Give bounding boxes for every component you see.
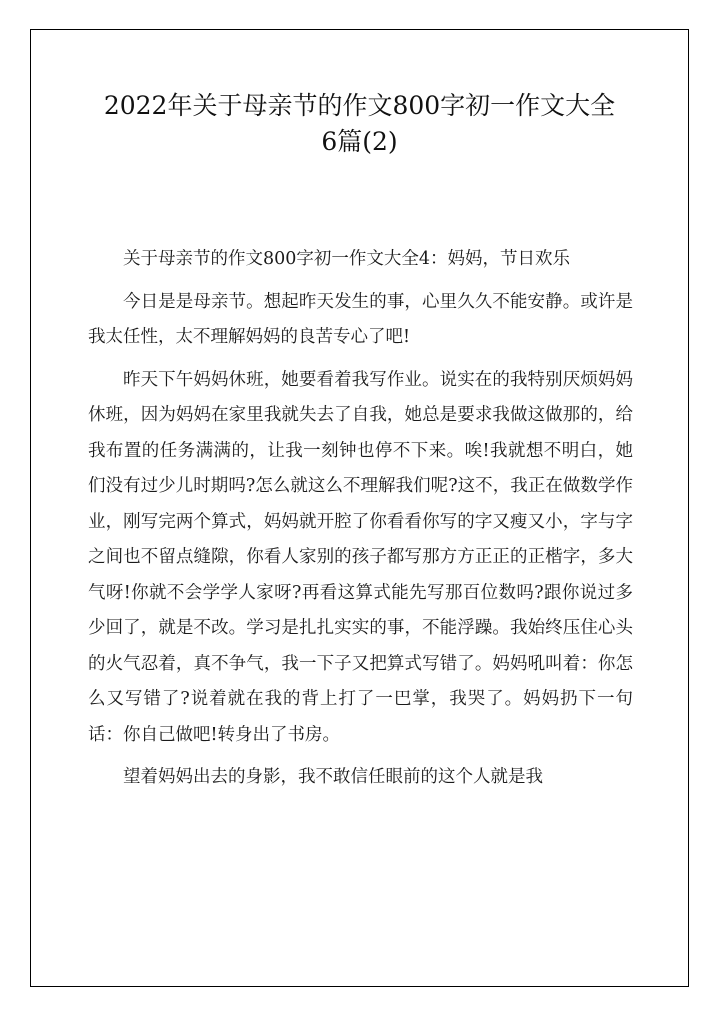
title-line-2: 6篇(2) (321, 127, 398, 156)
paragraph-1: 关于母亲节的作文800字初一作文大全4：妈妈，节日欢乐 (123, 249, 571, 269)
title-line-1: 2022年关于母亲节的作文800字初一作文大全 (103, 91, 616, 120)
paragraph-2: 今日是是母亲节。想起昨天发生的事，心里久久不能安静。或许是我太任性，太不理解妈妈的良苦专心了吧! (88, 291, 633, 347)
paragraph-3: 昨天下午妈妈休班，她要看着我写作业。说实在的我特别厌烦妈妈休班，因为妈妈在家里我就失去了自我，她总是要求我做这做那的，给我布置的任务满满的，让我一刻钟也停不下来。唉!我就想不明白，她们没有过少儿时期吗?怎么就这么不理解我们呢?这不，我正在做数学作业，刚写完两个算式，妈妈就开腔了你看看你写的字又瘦又小，字与字之间也不留点缝隙，你看人家别的孩子都写那方方正正的正楷字，多大气呀!你就不会学学人家呀?再看这算式能先写那百位数吗?跟你说过多少回了，就是不改。学习是扎扎实实的事，不能浮躁。我始终压住心头的火气忍着，真不争气，我一下子又把算式写错了。妈妈吼叫着：你怎么又写错了?说着就在我的背上打了一巴掌，我哭了。妈妈扔下一句话：你自己做吧!转身出了书房。 (88, 369, 633, 745)
document-title (30, 88, 689, 160)
paragraph-4: 望着妈妈出去的身影，我不敢信任眼前的这个人就是我 (123, 767, 543, 787)
document-body (88, 242, 633, 796)
